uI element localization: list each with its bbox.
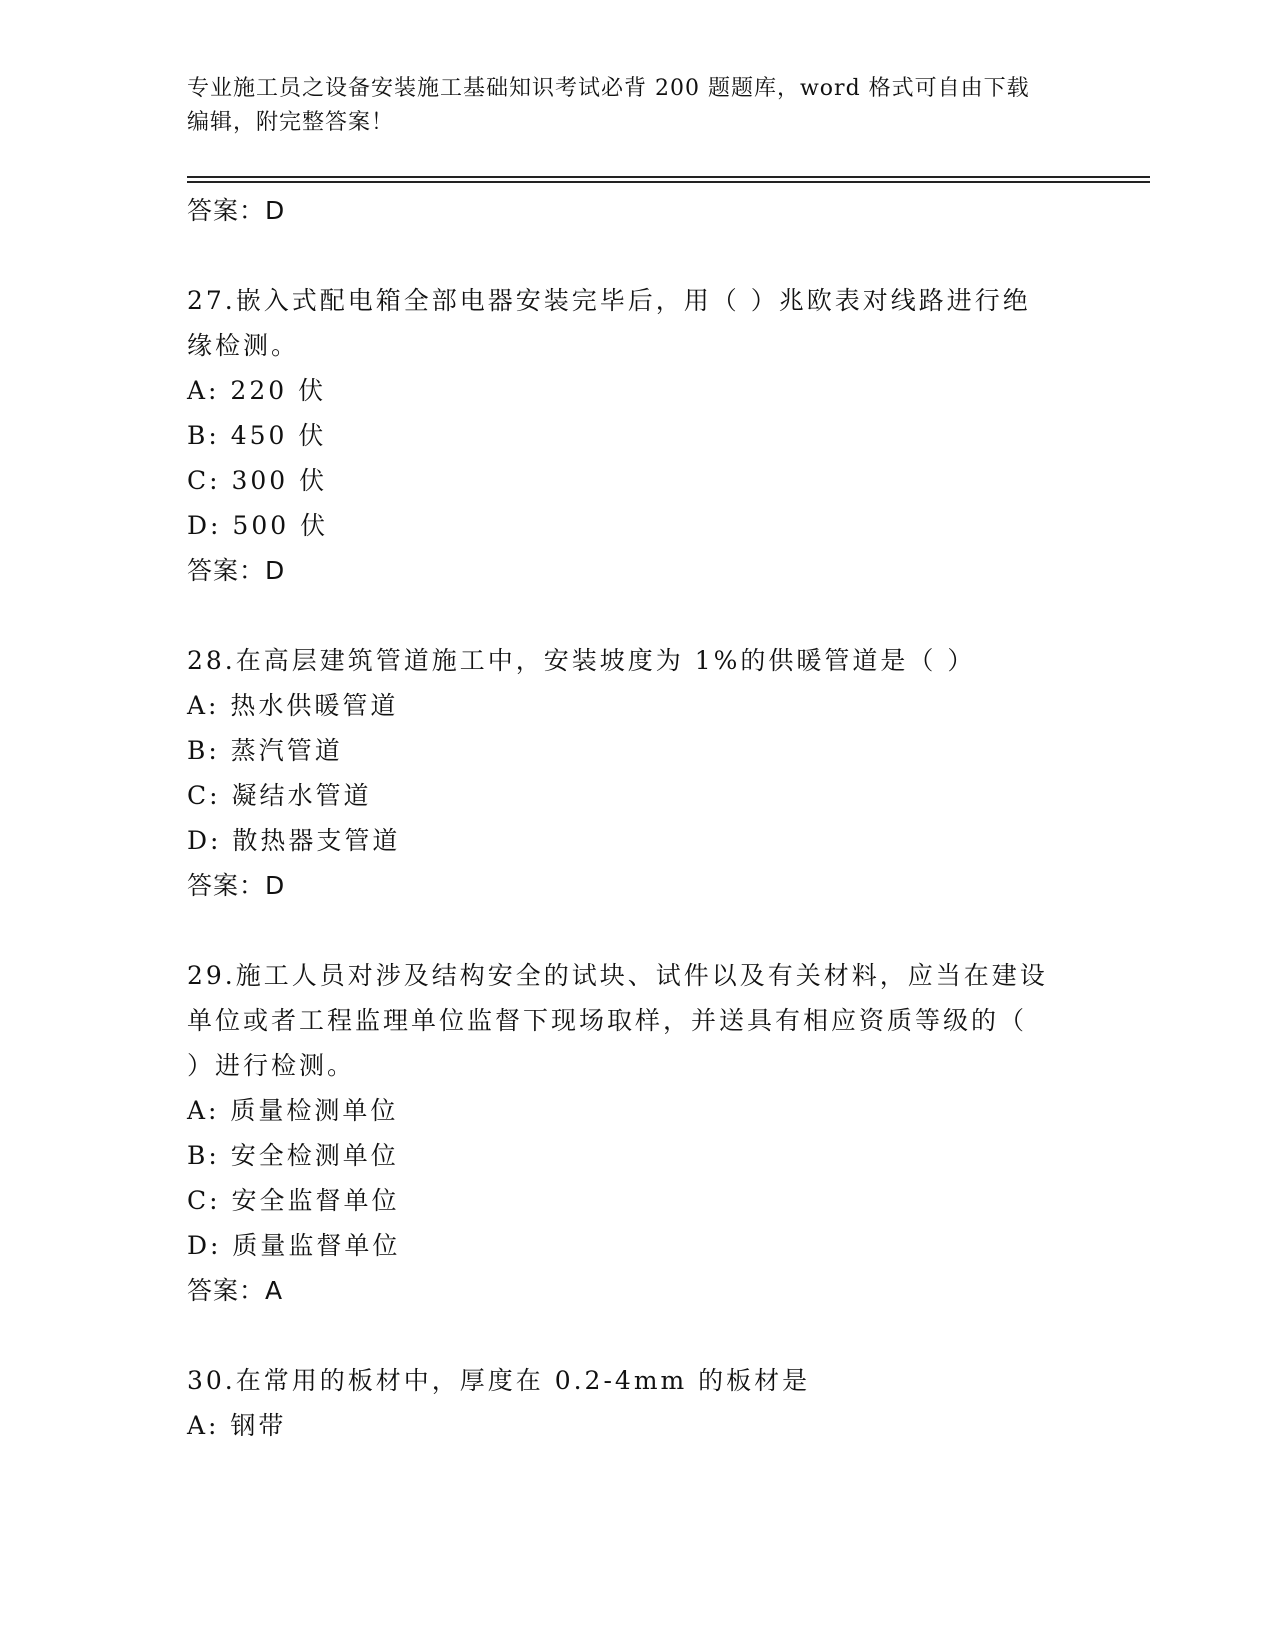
question-text-line: 27.嵌入式配电箱全部电器安装完毕后，用（ ）兆欧表对线路进行绝 [187, 286, 1031, 315]
document-header [187, 72, 1087, 140]
question-27 [187, 278, 1107, 593]
option-a: A: 220 伏 [187, 376, 327, 405]
header-divider-top [187, 176, 1150, 178]
answer-label: 答案：A [187, 1276, 284, 1305]
question-text-line: 30.在常用的板材中，厚度在 0.2-4mm 的板材是 [187, 1366, 811, 1395]
answer-label: 答案：D [187, 556, 286, 585]
question-28 [187, 638, 1107, 908]
question-text-line: 28.在高层建筑管道施工中，安装坡度为 1%的供暖管道是（ ） [187, 646, 976, 675]
option-b: B: 蒸汽管道 [187, 736, 343, 765]
question-29 [187, 953, 1107, 1313]
header-divider-bottom [187, 181, 1150, 183]
option-d: D: 质量监督单位 [187, 1231, 401, 1260]
question-list [187, 188, 1107, 1448]
option-c: C: 300 伏 [187, 466, 328, 495]
option-a: A: 热水供暖管道 [187, 691, 399, 720]
option-a: A: 质量检测单位 [187, 1096, 399, 1125]
header-title-line-1: 专业施工员之设备安装施工基础知识考试必背 200 题题库，word 格式可自由下载 [187, 76, 1030, 101]
option-b: B: 安全检测单位 [187, 1141, 399, 1170]
option-c: C: 安全监督单位 [187, 1186, 400, 1215]
previous-answer: 答案：D [187, 196, 286, 225]
question-text-line: 缘检测。 [187, 331, 300, 360]
question-text-line: 29.施工人员对涉及结构安全的试块、试件以及有关材料，应当在建设 [187, 961, 1048, 990]
option-b: B: 450 伏 [187, 421, 327, 450]
option-d: D: 500 伏 [187, 511, 329, 540]
option-c: C: 凝结水管道 [187, 781, 372, 810]
answer-label: 答案：D [187, 871, 286, 900]
question-text-line: 单位或者工程监理单位监督下现场取样，并送具有相应资质等级的（ [187, 1006, 1028, 1035]
option-a: A: 钢带 [187, 1411, 287, 1440]
header-title-line-2: 编辑，附完整答案！ [187, 110, 395, 135]
question-30 [187, 1358, 1107, 1448]
spacer [187, 233, 1107, 278]
spacer [187, 593, 1107, 638]
question-text-line: ）进行检测。 [187, 1051, 356, 1080]
spacer [187, 908, 1107, 953]
spacer [187, 1313, 1107, 1358]
option-d: D: 散热器支管道 [187, 826, 401, 855]
